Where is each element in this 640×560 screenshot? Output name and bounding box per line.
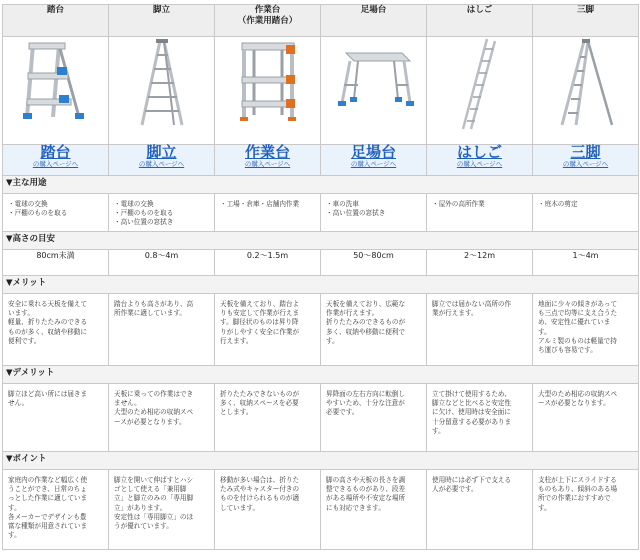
scaffold-stand-icon[interactable] (332, 37, 416, 109)
tripod-ladder-icon[interactable] (554, 37, 618, 129)
cell-text-line: アルミ製のものは軽量で持 (538, 336, 617, 345)
height-cell: 80cm未満 (3, 250, 109, 276)
cell-text-line: に欠け、使用時は安全面に (432, 408, 511, 417)
height-cell: 50〜80cm (321, 250, 427, 276)
purchase-link-scaffold[interactable]: 足場台 の購入ページへ (321, 145, 427, 176)
height-cell: 0.8〜4m (109, 250, 215, 276)
cell-text-line: ースが必要となります。 (114, 417, 186, 426)
section-header-use: ▼主な用途 (3, 176, 639, 194)
column-header-step-stool: 踏台 (3, 5, 109, 37)
cell-text-line: 地面に少々の傾きがあって (538, 300, 618, 309)
cell-text-line: 各メーカーでデザインも豊 (8, 512, 87, 521)
step-stool-icon[interactable] (19, 37, 93, 121)
section-header-point: ▼ポイント (3, 452, 639, 470)
cell-text-line: 業が行えます。 (432, 309, 478, 318)
cell-text-line: 安定性は「専用脚立」のほ (114, 512, 194, 521)
cell-text-line: 折りたたみのできるものが (326, 318, 406, 327)
cell-text-line: ースが必要となります。 (538, 399, 610, 408)
section-header-demerit: ▼デメリット (3, 366, 639, 384)
cell-text-line: にも対応できます。 (326, 503, 385, 512)
cell-text-line: 多く、収納スペースを必要 (220, 399, 299, 408)
cell-text-line: 安全に乗れる天板を備えて (8, 300, 88, 309)
cell-text-line: ・屋外の高所作業 (432, 200, 485, 208)
point-cell (109, 470, 215, 550)
cell-text-line: ち運びも容易です。 (538, 345, 597, 354)
cell-text-line: 家庭内の作業など幅広く使 (8, 476, 88, 485)
cell-text-line: ません。 (114, 399, 141, 408)
cell-text-line: ものを付けられるものが適 (220, 494, 300, 503)
cell-text-line: す。 (538, 327, 551, 336)
cell-text-line: 行えます。 (220, 336, 253, 345)
image-cell[interactable] (427, 37, 533, 145)
cell-text-line: 大型のため相応の収納スペ (538, 390, 618, 399)
cell-text-line: りがしやすく安全に作業が (220, 327, 300, 336)
cell-text-line: りも安定して作業が行えま (220, 309, 300, 318)
height-row (3, 250, 639, 276)
merit-cell (109, 294, 215, 366)
use-cell (3, 194, 109, 232)
cell-text-line: 必要です。 (326, 408, 359, 417)
demerit-cell (109, 384, 215, 452)
cell-text-line: っとした作業に適していま (8, 494, 88, 503)
cell-text-line: す。 (326, 336, 339, 345)
cell-text-line: たみ式やキャスター付きの (220, 485, 300, 494)
merit-cell (321, 294, 427, 366)
point-cell (321, 470, 427, 550)
cell-text-line: め、安定性に優れていま (538, 318, 611, 327)
merit-row (3, 294, 639, 366)
cell-text-line: ・戸棚のものを取る (114, 209, 174, 218)
use-cell (427, 194, 533, 232)
demerit-row (3, 384, 639, 452)
merit-cell (215, 294, 321, 366)
cell-text-line: ・工場・倉庫・店舗内作業 (220, 200, 300, 208)
use-cell (321, 194, 427, 232)
column-header-scaffold: 足場台 (321, 5, 427, 37)
cell-text-line: うことができ、日常のちょ (8, 485, 87, 494)
point-row (3, 470, 639, 550)
cell-text-line: 支柱が上下にスライドする (538, 476, 617, 485)
cell-text-line: 天板を備えており、広範な (326, 300, 406, 309)
section-header-merit: ▼メリット (3, 276, 639, 294)
cell-text-line: ゴとして使える「兼用脚 (114, 485, 187, 494)
cell-text-line: しています。 (220, 503, 260, 512)
cell-text-line: 立て掛けて使用するため、 (432, 390, 511, 399)
cell-text-line: うが優れています。 (114, 521, 173, 530)
straight-ladder-icon[interactable] (455, 37, 505, 131)
header-row (3, 5, 639, 37)
cell-text-line: がある場所や不安定な場所 (326, 494, 406, 503)
stepladder-icon[interactable] (132, 37, 192, 129)
cell-text-line: ものが多く、収納や移動に (8, 327, 87, 336)
cell-text-line: 脚の高さや天板の長さを調 (326, 476, 406, 485)
cell-text-line: 折りたたみできないものが (220, 390, 300, 399)
cell-text-line: 立」と脚立のみの「専用脚 (114, 494, 194, 503)
cell-text-line: 整できるものがあり、段差 (326, 485, 406, 494)
point-cell (533, 470, 639, 550)
cell-text-line: ・車の洗車 (326, 200, 359, 208)
cell-text-line: す。 (8, 530, 21, 539)
image-cell[interactable] (533, 37, 639, 145)
cell-text-line: 天板を備えており、踏台よ (220, 300, 300, 309)
use-cell (215, 194, 321, 232)
column-header-ladder: はしご (427, 5, 533, 37)
point-cell (427, 470, 533, 550)
comparison-table (2, 4, 639, 550)
merit-cell (427, 294, 533, 366)
cell-text-line: 立」があります。 (114, 503, 167, 512)
cell-text-line: 富な種類が用意されていま (8, 521, 88, 530)
purchase-link-tripod[interactable]: 三脚 の購入ページへ (533, 145, 639, 176)
cell-text-line: ものもあり、傾斜のある場 (538, 485, 618, 494)
height-cell: 0.2〜1.5m (215, 250, 321, 276)
cell-text-line: ・電球の交換 (114, 200, 154, 208)
cell-text-line: 脚立ほど高い所には届きま (8, 390, 88, 399)
cell-text-line: 使用時には必ず下で支える (432, 476, 512, 485)
column-header-work-platform: 作業台 （作業用踏台） (215, 5, 321, 37)
image-row (3, 37, 639, 145)
purchase-link-ladder[interactable]: はしご の購入ページへ (427, 145, 533, 176)
purchase-link-stepladder[interactable]: 脚立 の購入ページへ (109, 145, 215, 176)
purchase-link-step-stool[interactable]: 踏台 の購入ページへ (3, 145, 109, 176)
cell-text-line: 大型のため相応の収納スペ (114, 408, 194, 417)
cell-text-line: 脚立などと比べると安定性 (432, 399, 512, 408)
section-header-height: ▼高さの目安 (3, 232, 639, 250)
cell-text-line: やすいため、十分な注意が (326, 399, 405, 408)
cell-text-line: とします。 (220, 408, 253, 417)
cell-text-line: す。 (432, 426, 445, 435)
demerit-cell (533, 384, 639, 452)
cell-text-line: 脚立では届かない高所の作 (432, 300, 512, 309)
height-cell: 2〜12m (427, 250, 533, 276)
demerit-cell (321, 384, 427, 452)
cell-text-line: 作業が行えます。 (326, 309, 379, 318)
point-cell (215, 470, 321, 550)
merit-cell (3, 294, 109, 366)
cell-text-line: 人が必要です。 (432, 485, 478, 494)
image-cell[interactable] (321, 37, 427, 145)
demerit-cell (215, 384, 321, 452)
cell-text-line: す。 (8, 503, 21, 512)
cell-text-line: せん。 (8, 399, 29, 408)
cell-text-line: す。脚径状のものは昇り降 (220, 318, 299, 327)
use-row (3, 194, 639, 232)
cell-text-line: す。 (538, 503, 551, 512)
cell-text-line: ・高い位置の窓拭き (114, 218, 174, 227)
demerit-cell (3, 384, 109, 452)
cell-text-line: 移動が多い場合は、折りた (220, 476, 300, 485)
use-cell (109, 194, 215, 232)
cell-text-line: 天板に乗っての作業はでき (114, 390, 194, 399)
cell-text-line: ・庭木の剪定 (538, 200, 578, 208)
cell-text-line: ・電球の交換 (8, 200, 48, 208)
work-platform-icon[interactable] (230, 37, 306, 123)
purchase-link-row (3, 145, 639, 176)
cell-text-line: 軽量、折りたたみのできる (8, 318, 88, 327)
cell-text-line: 踏台よりも高さがあり、高 (114, 300, 194, 309)
cell-text-line: います。 (8, 309, 34, 318)
cell-text-line: ・戸棚のものを取る (8, 209, 68, 218)
point-cell (3, 470, 109, 550)
cell-text-line: 所での作業におすすめで (538, 494, 611, 503)
cell-text-line: 昇降面の左右方向に転倒し (326, 390, 406, 399)
image-cell[interactable] (215, 37, 321, 145)
demerit-cell (427, 384, 533, 452)
use-cell (533, 194, 639, 232)
merit-cell (533, 294, 639, 366)
cell-text-line: も三点で均等に支え合うた (538, 309, 618, 318)
image-cell[interactable] (3, 37, 109, 145)
purchase-link-work-platform[interactable]: 作業台 の購入ページへ (215, 145, 321, 176)
cell-text-line: 便利です。 (8, 336, 41, 345)
cell-text-line: 十分留意する必要がありま (432, 417, 512, 426)
height-cell: 1〜4m (533, 250, 639, 276)
column-header-stepladder: 脚立 (109, 5, 215, 37)
cell-text-line: 所作業に適しています。 (114, 309, 187, 318)
cell-text-line: ・高い位置の窓拭き (326, 209, 386, 218)
cell-text-line: 多く、収納や移動に便利で (326, 327, 405, 336)
column-header-tripod: 三脚 (533, 5, 639, 37)
image-cell[interactable] (109, 37, 215, 145)
cell-text-line: 脚立を開いて伸ばすとハシ (114, 476, 194, 485)
